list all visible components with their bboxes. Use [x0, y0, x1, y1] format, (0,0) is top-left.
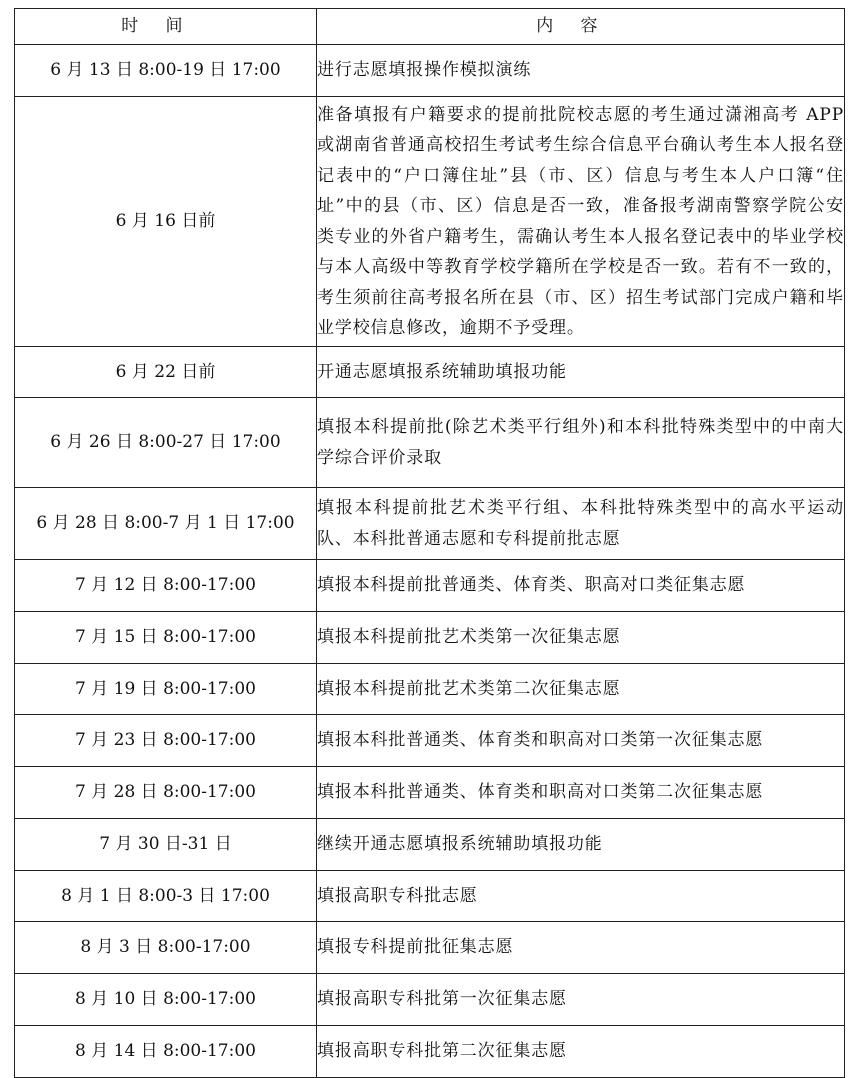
row-content: 填报本科批普通类、体育类和职高对口类第一次征集志愿	[317, 715, 845, 767]
row-time: 6 月 13 日 8:00-19 日 17:00	[15, 45, 317, 97]
table-row	[15, 664, 845, 715]
header-time: 时间	[15, 9, 317, 45]
table-header	[15, 9, 845, 45]
row-content: 准备填报有户籍要求的提前批院校志愿的考生通过潇湘高考 APP 或湖南省普通高校招生考试考生综合信息平台确认考生本人报名登记表中的“户口簿住址”县（市、区）信息与考生本人户口簿“住址”中的县（市、区）信息是否一致，准备报考湖南警察学院公安类专业的外省户籍考生，需确认考生本人报名登记表中的毕业学校与本人高级中等教育学校学籍所在学校是否一致。若有不一致的，考生须前往高考报名所在县（市、区）招生考试部门完成户籍和毕业学校信息修改，逾期不予受理。	[317, 97, 845, 347]
table-body	[15, 45, 845, 1078]
row-content: 开通志愿填报系统辅助填报功能	[317, 347, 845, 398]
table-row	[15, 922, 845, 974]
header-content: 内容	[317, 9, 845, 45]
schedule-table	[14, 8, 845, 1078]
row-time: 7 月 23 日 8:00-17:00	[15, 715, 317, 767]
row-content: 填报本科提前批(除艺术类平行组外)和本科批特殊类型中的中南大学综合评价录取	[317, 398, 845, 488]
row-content: 填报高职专科批第一次征集志愿	[317, 974, 845, 1026]
row-content: 填报本科提前批艺术类第一次征集志愿	[317, 612, 845, 664]
header-row	[15, 9, 845, 45]
row-time: 7 月 12 日 8:00-17:00	[15, 560, 317, 612]
table-row	[15, 97, 845, 347]
table-row	[15, 612, 845, 664]
row-time: 7 月 15 日 8:00-17:00	[15, 612, 317, 664]
table-row	[15, 1026, 845, 1078]
row-time: 6 月 22 日前	[15, 347, 317, 398]
row-content: 填报高职专科批志愿	[317, 871, 845, 922]
row-time: 8 月 14 日 8:00-17:00	[15, 1026, 317, 1078]
row-content: 填报高职专科批第二次征集志愿	[317, 1026, 845, 1078]
row-content: 填报本科提前批艺术类第二次征集志愿	[317, 664, 845, 715]
table-row	[15, 974, 845, 1026]
row-content: 进行志愿填报操作模拟演练	[317, 45, 845, 97]
row-time: 8 月 1 日 8:00-3 日 17:00	[15, 871, 317, 922]
table-row	[15, 45, 845, 97]
table-row	[15, 871, 845, 922]
row-time: 7 月 30 日-31 日	[15, 819, 317, 871]
table-row	[15, 767, 845, 819]
row-time: 6 月 28 日 8:00-7 月 1 日 17:00	[15, 488, 317, 560]
row-content: 继续开通志愿填报系统辅助填报功能	[317, 819, 845, 871]
row-time: 8 月 10 日 8:00-17:00	[15, 974, 317, 1026]
row-content: 填报本科提前批普通类、体育类、职高对口类征集志愿	[317, 560, 845, 612]
row-time: 7 月 28 日 8:00-17:00	[15, 767, 317, 819]
table-row	[15, 398, 845, 488]
row-time: 8 月 3 日 8:00-17:00	[15, 922, 317, 974]
table-row	[15, 715, 845, 767]
row-content: 填报本科批普通类、体育类和职高对口类第二次征集志愿	[317, 767, 845, 819]
row-content: 填报专科提前批征集志愿	[317, 922, 845, 974]
table-row	[15, 347, 845, 398]
table-row	[15, 819, 845, 871]
row-time: 6 月 26 日 8:00-27 日 17:00	[15, 398, 317, 488]
row-content: 填报本科提前批艺术类平行组、本科批特殊类型中的高水平运动队、本科批普通志愿和专科提前批志愿	[317, 488, 845, 560]
table-row	[15, 488, 845, 560]
row-time: 6 月 16 日前	[15, 97, 317, 347]
row-time: 7 月 19 日 8:00-17:00	[15, 664, 317, 715]
table-row	[15, 560, 845, 612]
